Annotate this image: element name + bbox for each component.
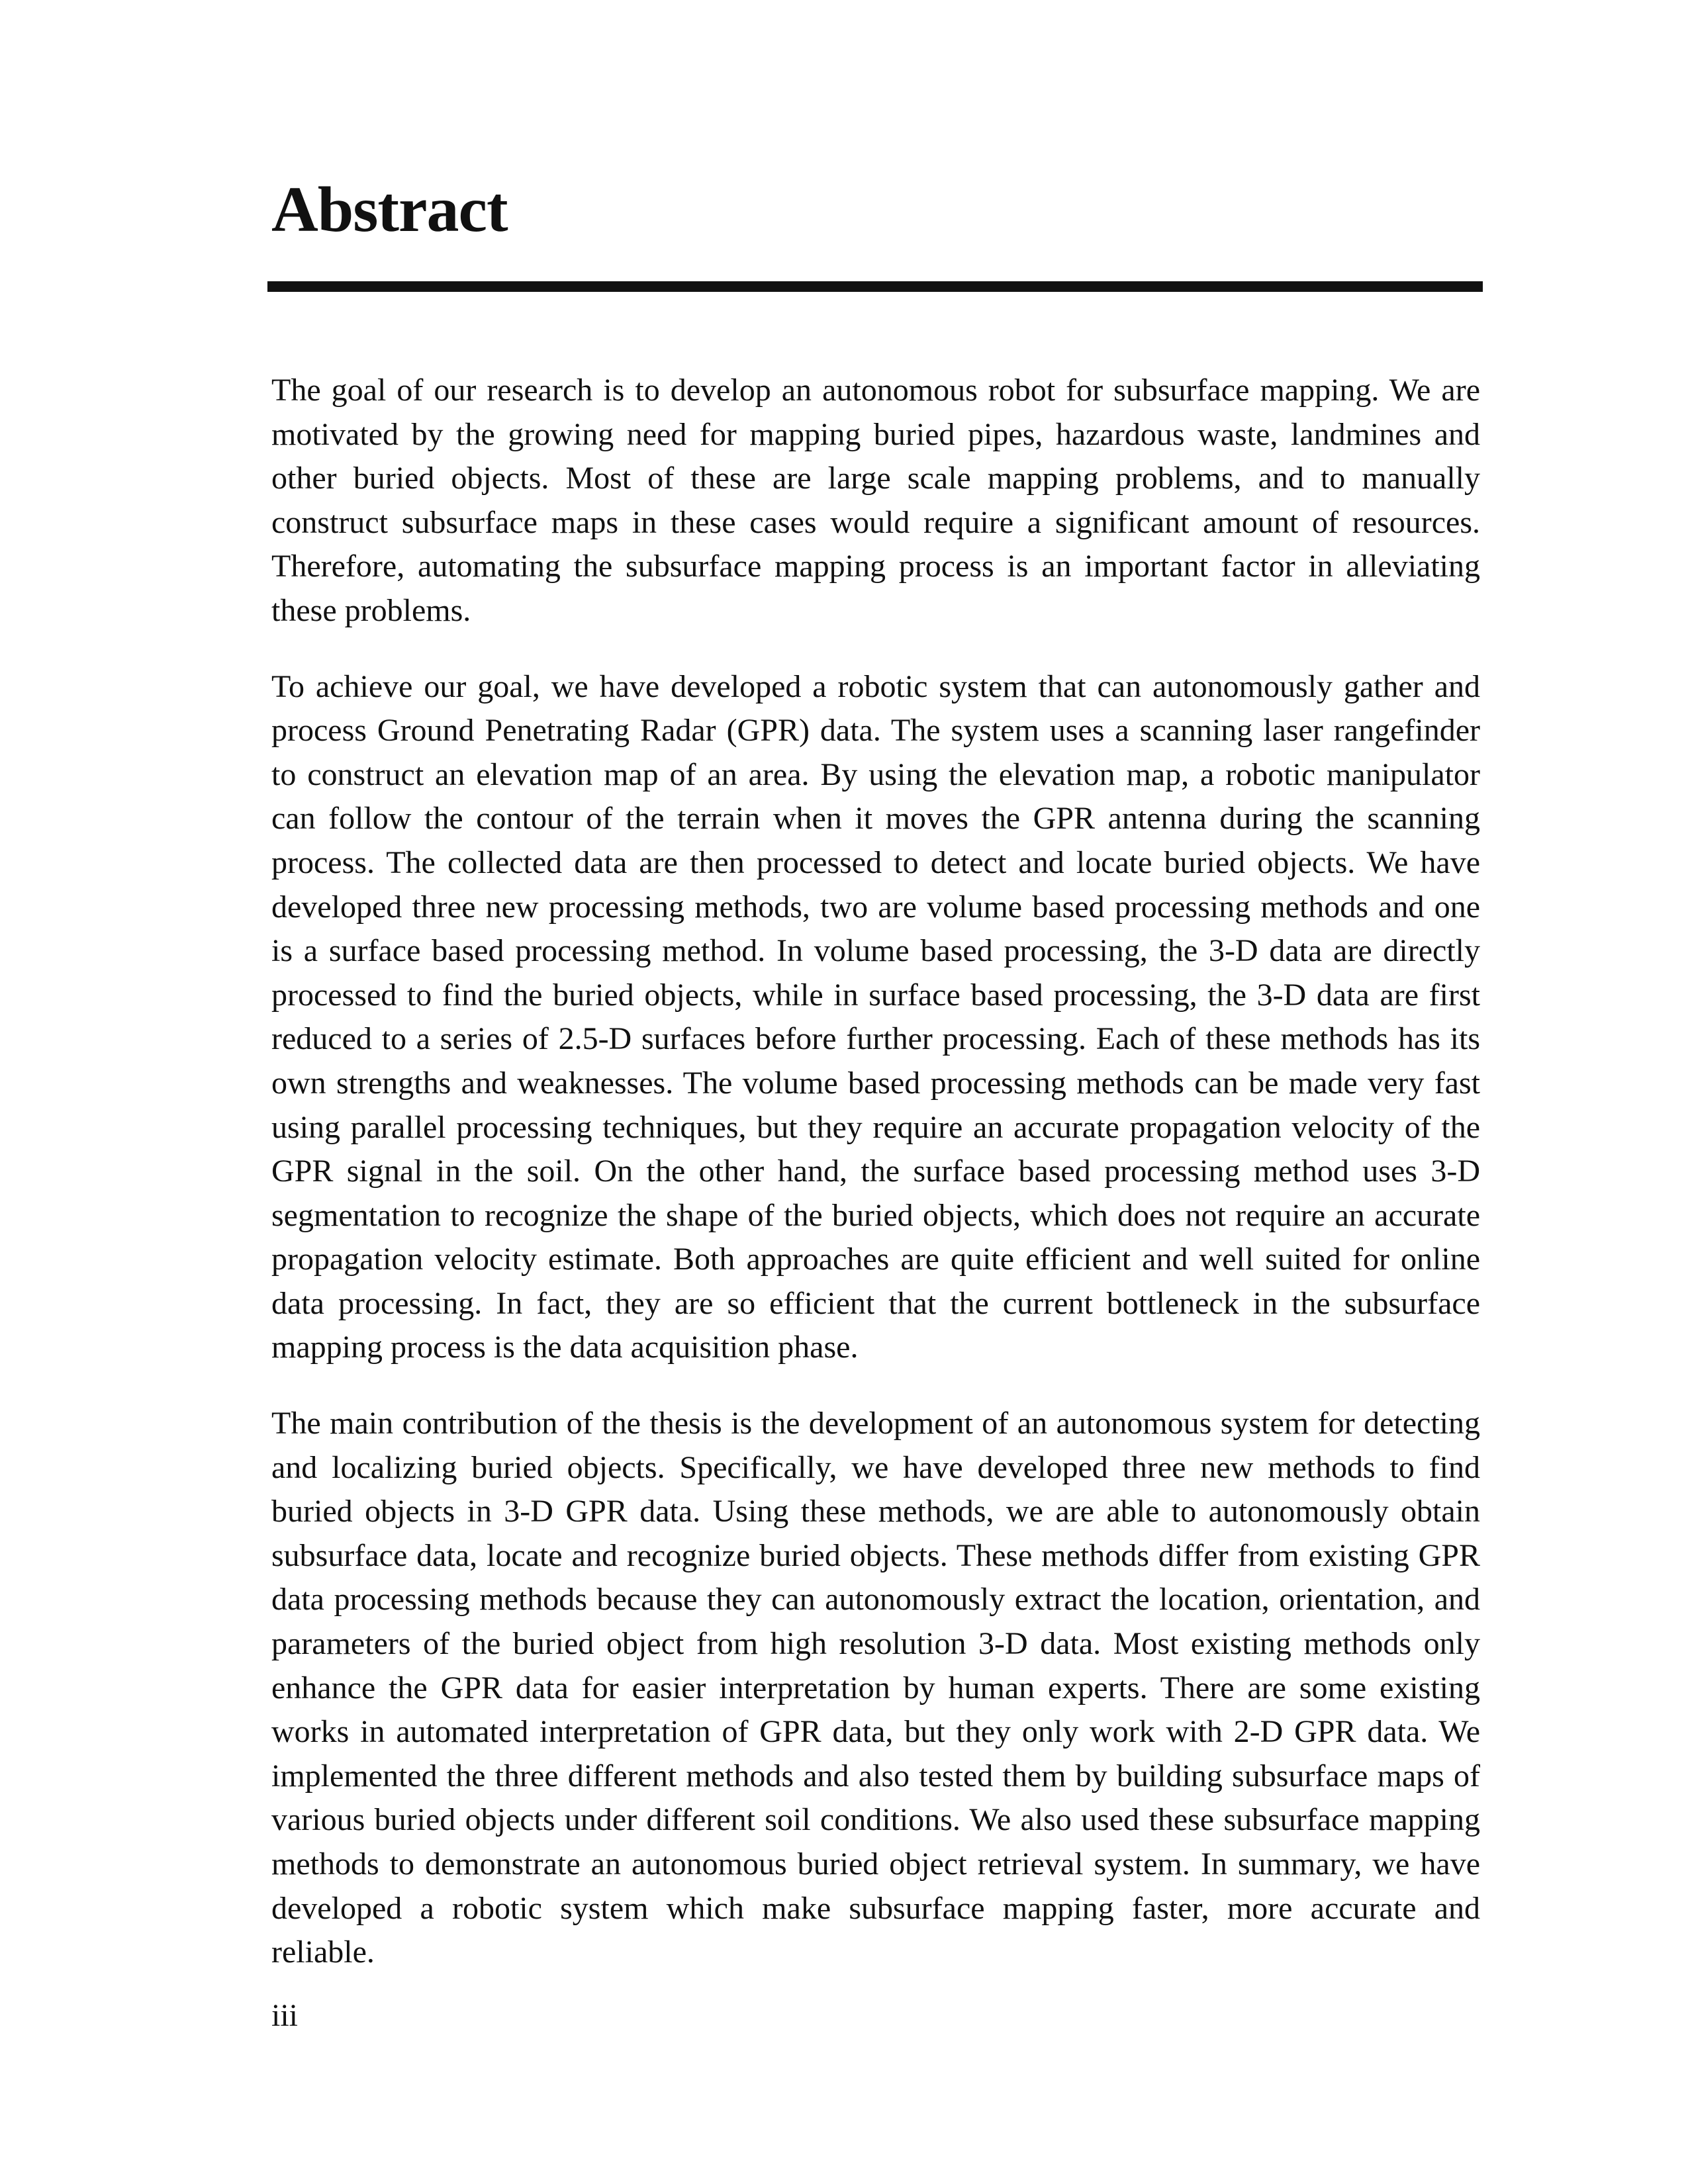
page-number: iii [271,1998,299,2033]
abstract-paragraph-1: The goal of our research is to develop an autonomous robot for subsurface mapping. We are motivated by the growing need for mapping buried pipes, hazardous waste, landmines and other buried objects. Most of these are large scale mapping problems, and to manually construct subsurface maps in these cases would require a significant amount of resources. Therefore, automating the subsurface mapping process is an important factor in alleviating these problems. [271,373,1480,628]
title-rule [267,281,1483,292]
page-title: Abstract [271,174,508,246]
abstract-paragraph-2: To achieve our goal, we have developed a robotic system that can autonomously gather and process Ground Penetrating Radar (GPR) data. The system uses a scanning laser rangefinder to construct an elevation map of an area. By using the elevation map, a robotic manipulator can follow the contour of the terrain when it moves the GPR antenna during the scanning process. The collected data are then processed to detect and locate buried objects. We have developed three new processing methods, two are volume based processing methods and one is a surface based processing method. In volume based processing, the 3-D data are directly processed to find the buried objects, while in surface based processing, the 3-D data are first reduced to a series of 2.5-D surfaces before further processing. Each of these methods has its own strengths and weaknesses. The volume based processing methods can be made very fast using parallel processing techniques, but they require an accurate propagation velocity of the GPR signal in the soil. On the other hand, the surface based processing method uses 3-D segmentation to recognize the shape of the buried objects, which does not require an accurate propagation velocity estimate. Both approaches are quite efficient and well suited for online data processing. In fact, they are so efficient that the current bottleneck in the subsurface mapping process is the data acquisition phase. [271,668,1480,1365]
abstract-paragraph-3: The main contribution of the thesis is the development of an autonomous system for detecting and localizing buried objects. Specifically, we have developed three new methods to find buried objects in 3-D GPR data. Using these methods, we are able to autonomously obtain subsurface data, locate and recognize buried objects. These methods differ from existing GPR data processing methods because they can autonomously extract the location, orientation, and parameters of the buried object from high resolution 3-D data. Most existing methods only enhance the GPR data for easier interpretation by human experts. There are some existing works in automated interpretation of GPR data, but they only work with 2-D GPR data. We implemented the three different methods and also tested them by building subsurface maps of various buried objects under different soil conditions. We also used these subsurface mapping methods to demonstrate an autonomous buried object retrieval system. In summary, we have developed a robotic system which make subsurface mapping faster, more accurate and reliable. [271,1406,1480,1970]
abstract-body [271,369,1480,2007]
